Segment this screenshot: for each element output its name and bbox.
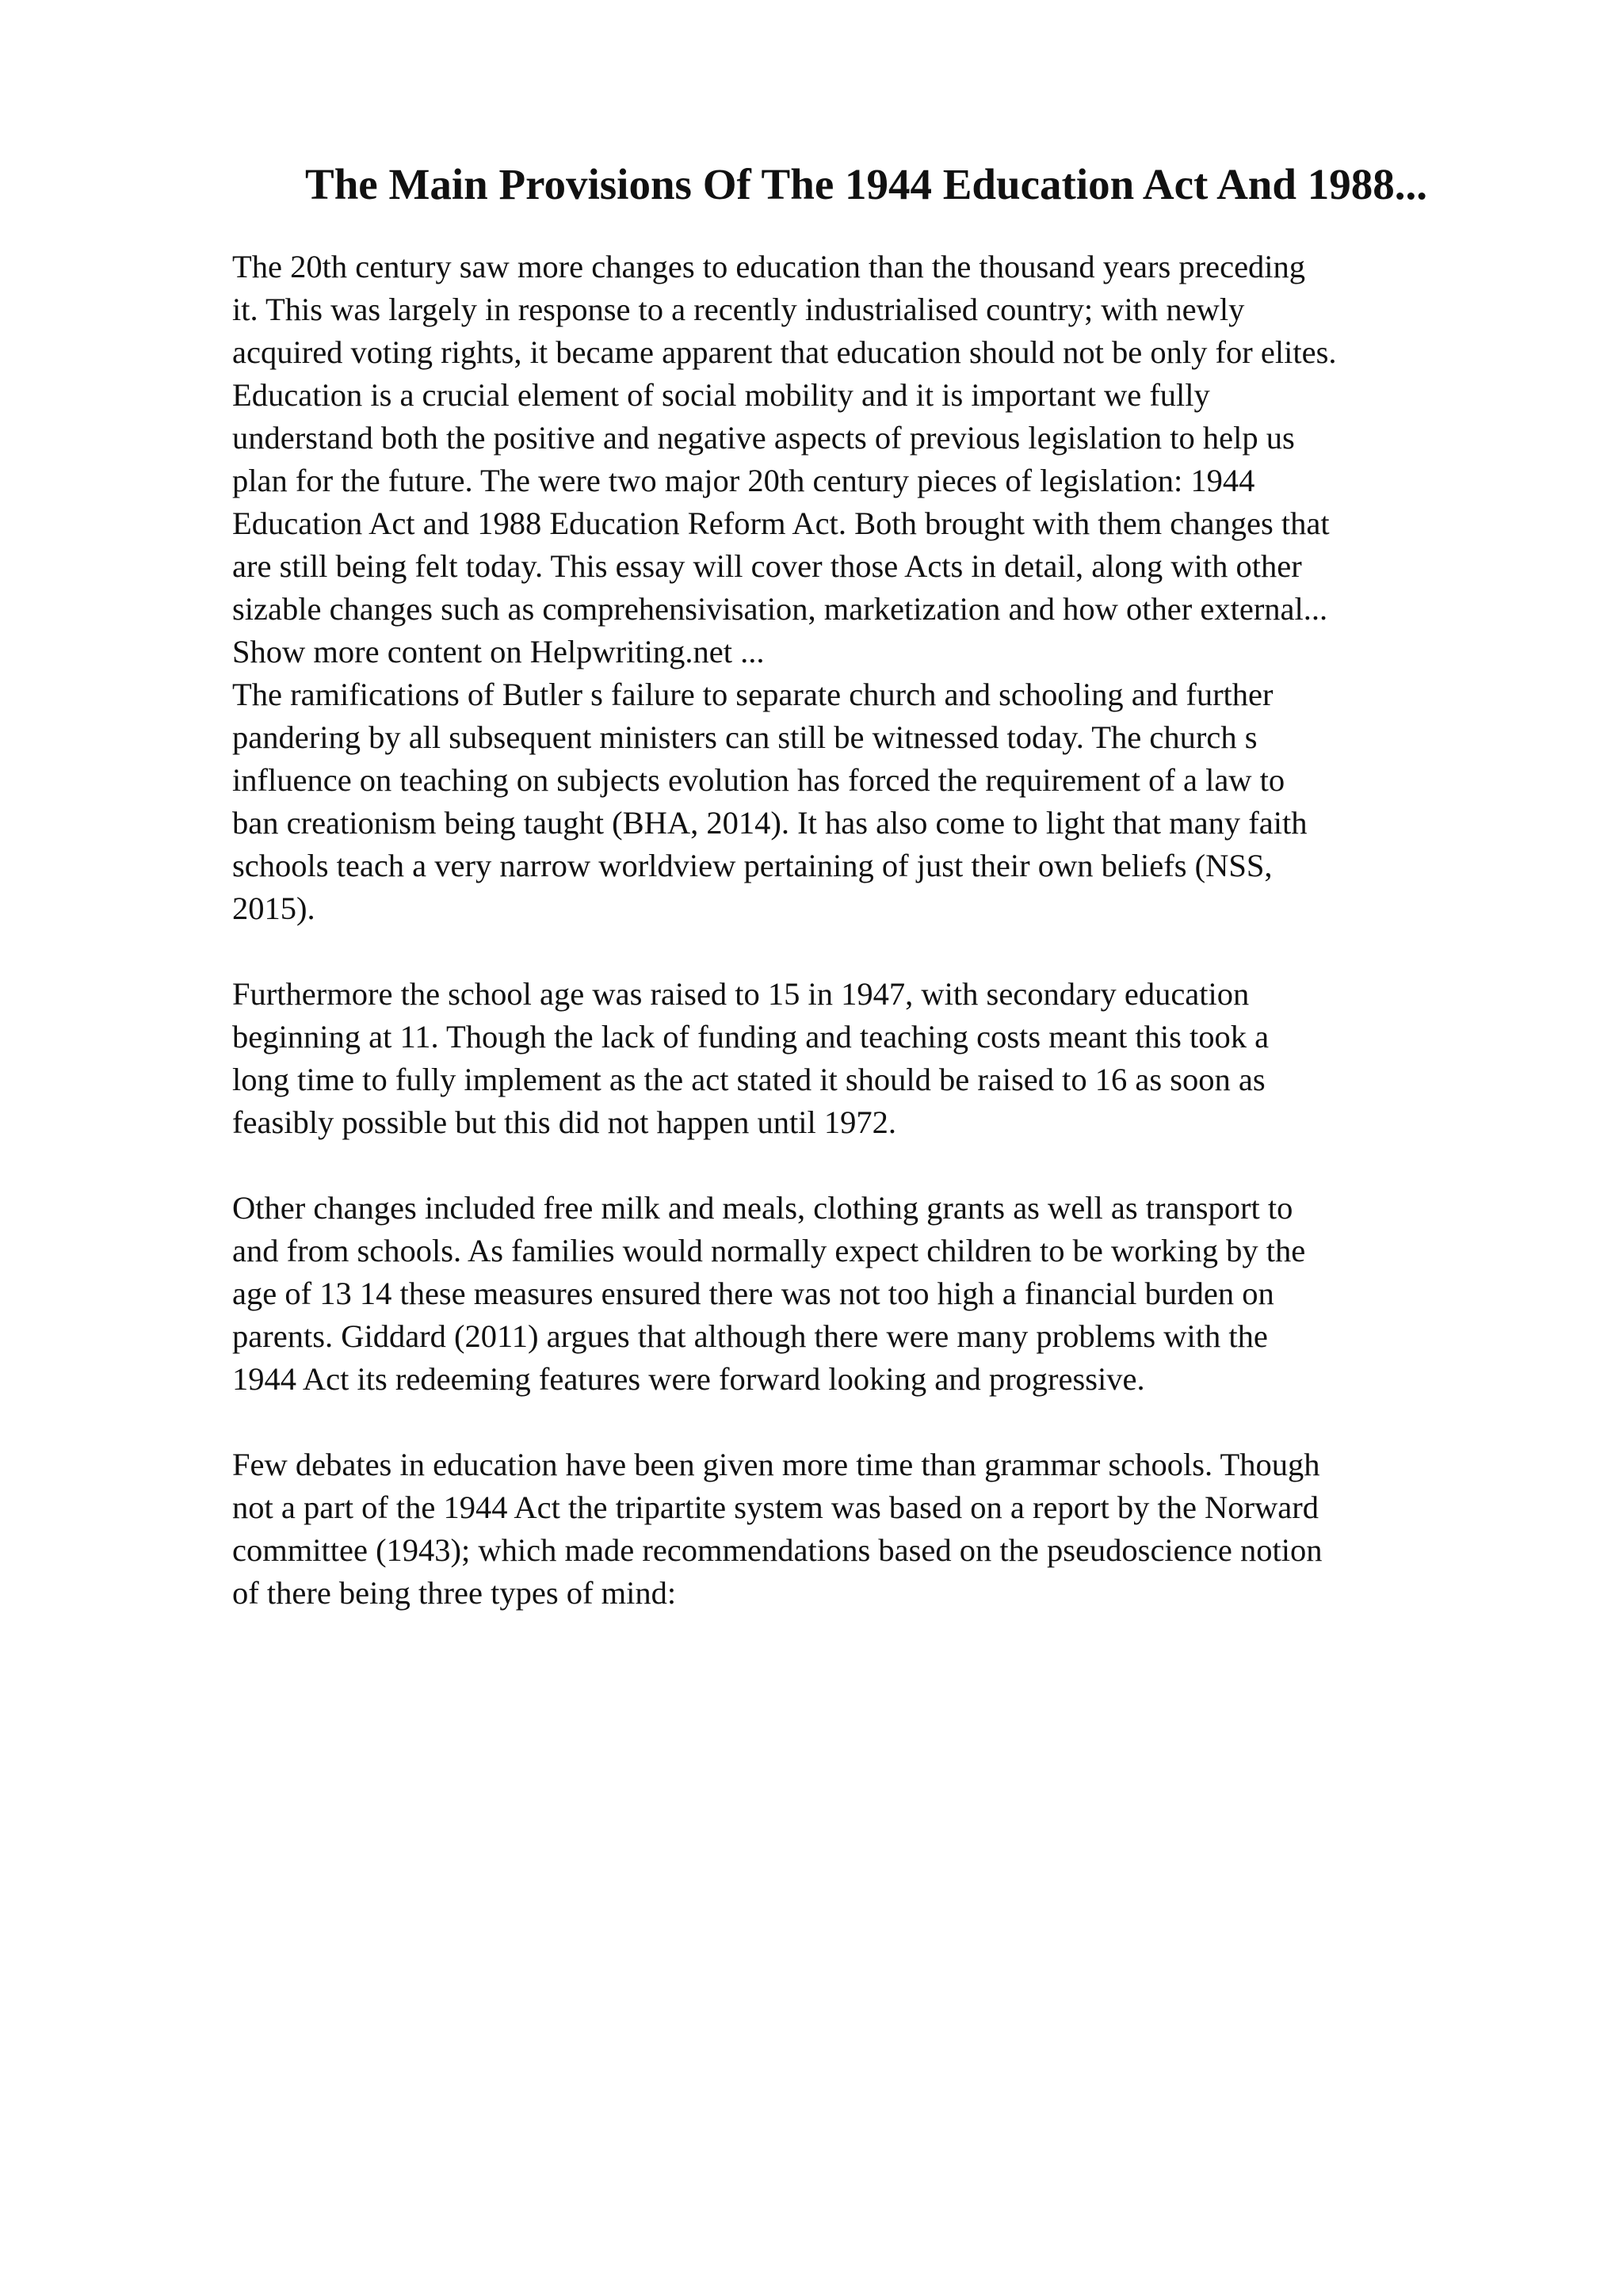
text-line: Few debates in education have been given more time than grammar schools. Though [232,1447,1320,1482]
paragraph-grammar-schools [232,1444,1508,1615]
text-line: acquired voting rights, it became apparent that education should not be only for elites. [232,334,1337,370]
text-line: plan for the future. The were two major 20th century pieces of legislation: 1944 [232,463,1255,498]
text-line: The 20th century saw more changes to education than the thousand years preceding [232,249,1306,284]
text-line: understand both the positive and negative aspects of previous legislation to help us [232,420,1295,456]
text-line: 2015). [232,891,315,926]
text-line: parents. Giddard (2011) argues that although there were many problems with the [232,1318,1268,1354]
text-line: Education Act and 1988 Education Reform Act. Both brought with them changes that [232,505,1330,541]
paragraph-school-age [232,973,1508,1144]
text-line: Other changes included free milk and meals, clothing grants as well as transport to [232,1190,1293,1226]
document-title-container [236,149,1496,220]
text-line: ban creationism being taught (BHA, 2014). It has also come to light that many faith [232,805,1308,841]
text-line: it. This was largely in response to a recently industrialised country; with newly [232,292,1245,327]
text-line: committee (1943); which made recommendations based on the pseudoscience notion [232,1532,1323,1568]
text-line: Education is a crucial element of social mobility and it is important we fully [232,377,1210,413]
text-line: long time to fully implement as the act stated it should be raised to 16 as soon as [232,1062,1266,1097]
text-line: sizable changes such as comprehensivisation, marketization and how other external... [232,591,1328,627]
text-line: The ramifications of Butler s failure to separate church and schooling and further [232,677,1274,712]
text-line: Furthermore the school age was raised to 15 in 1947, with secondary education [232,976,1250,1012]
text-line: age of 13 14 these measures ensured there was not too high a financial burden on [232,1276,1274,1311]
text-line: feasibly possible but this did not happen until 1972. [232,1104,897,1140]
paragraph-other-changes [232,1187,1508,1401]
document-title: The Main Provisions Of The 1944 Education Act And 1988... [305,160,1427,208]
text-line: beginning at 11. Though the lack of funding and teaching costs meant this took a [232,1019,1270,1055]
text-line: not a part of the 1944 Act the tripartite system was based on a report by the Norward [232,1489,1319,1525]
text-line: schools teach a very narrow worldview pertaining of just their own beliefs (NSS, [232,848,1273,883]
document-body [232,246,1508,1657]
text-line: influence on teaching on subjects evolution has forced the requirement of a law to [232,762,1285,798]
text-line: are still being felt today. This essay will cover those Acts in detail, along with other [232,548,1302,584]
paragraph-intro [232,246,1508,673]
text-line: pandering by all subsequent ministers can still be witnessed today. The church s [232,719,1258,755]
show-more-line: Show more content on Helpwriting.net ... [232,634,765,669]
text-line: and from schools. As families would normally expect children to be working by the [232,1233,1306,1268]
text-line: 1944 Act its redeeming features were forward looking and progressive. [232,1361,1145,1397]
paragraph-ramifications [232,673,1508,930]
text-line: of there being three types of mind: [232,1575,677,1611]
